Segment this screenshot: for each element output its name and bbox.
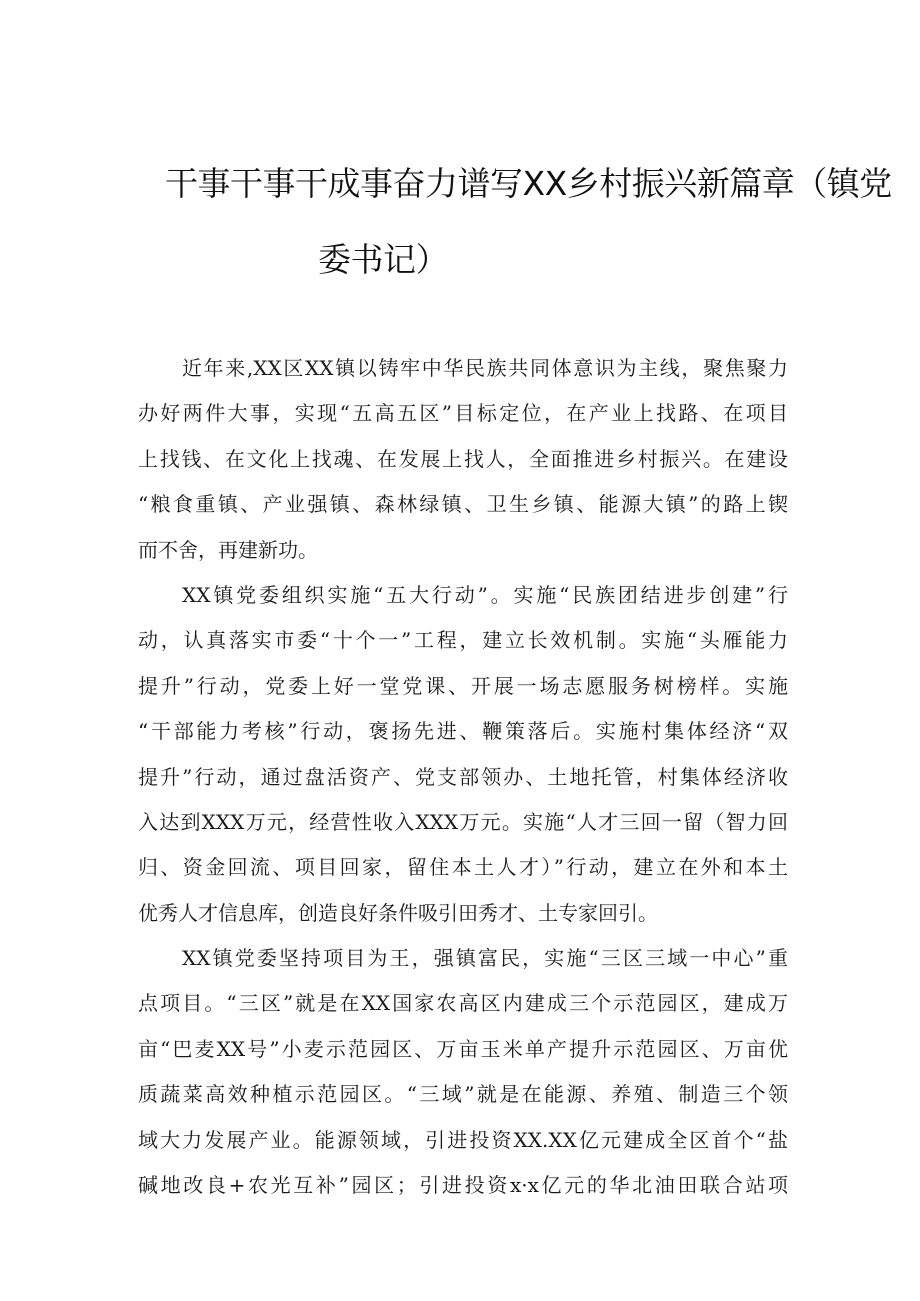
document-title-line-2: 委书记）: [318, 240, 448, 279]
paragraph-1-line: 而不舍，再建新功。: [138, 537, 318, 562]
paragraph-3-line: 碱地改良+农光互补”园区；引进投资x·x亿元的华北油田联合站项: [138, 1173, 788, 1198]
paragraph-2-line: 提升”行动，党委上好一堂党课、开展一场志愿服务树榜样。实施: [138, 673, 788, 698]
paragraph-3-line: 域大力发展产业。能源领域，引进投资XX.XX亿元建成全区首个“盐: [138, 1127, 788, 1152]
paragraph-2-line: XX镇党委组织实施“五大行动”。实施“民族团结进步创建”行: [182, 582, 788, 607]
paragraph-2-line: “干部能力考核”行动，褒扬先进、鞭策落后。实施村集体经济“双: [138, 719, 788, 744]
paragraph-2-line: 提升”行动，通过盘活资产、党支部领办、土地托管，村集体经济收: [138, 764, 788, 789]
paragraph-2-line: 优秀人才信息库，创造良好条件吸引田秀才、土专家回引。: [138, 900, 658, 925]
paragraph-1-line: “粮食重镇、产业强镇、森林绿镇、卫生乡镇、能源大镇”的路上锲: [138, 492, 788, 517]
paragraph-3-line: 亩“巴麦XX号”小麦示范园区、万亩玉米单产提升示范园区、万亩优: [138, 1036, 788, 1061]
document-body: [138, 346, 788, 1208]
paragraph-1-line: 办好两件大事，实现“五高五区”目标定位，在产业上找路、在项目: [138, 401, 788, 426]
document-title-line-1: 干事干事干成事奋力谱写XX乡村振兴新篇章（镇党: [165, 164, 892, 203]
paragraph-3-line: 质蔬菜高效种植示范园区。“三域”就是在能源、养殖、制造三个领: [138, 1082, 788, 1107]
paragraph-1-line: 上找钱、在文化上找魂、在发展上找人，全面推进乡村振兴。在建设: [138, 446, 788, 471]
paragraph-1-line: 近年来,XX区XX镇以铸牢中华民族共同体意识为主线，聚焦聚力: [182, 356, 788, 380]
paragraph-3-line: XX镇党委坚持项目为王，强镇富民，实施“三区三域一中心”重: [182, 946, 788, 971]
paragraph-2-line: 归、资金回流、项目回家，留住本土人才）”行动，建立在外和本土: [138, 855, 788, 880]
paragraph-2-line: 动，认真落实市委“十个一”工程，建立长效机制。实施“头雁能力: [138, 628, 788, 653]
paragraph-3-line: 点项目。“三区”就是在XX国家农高区内建成三个示范园区，建成万: [138, 991, 788, 1016]
paragraph-2-line: 入达到XXX万元，经营性收入XXX万元。实施“人才三回一留（智力回: [138, 809, 788, 834]
